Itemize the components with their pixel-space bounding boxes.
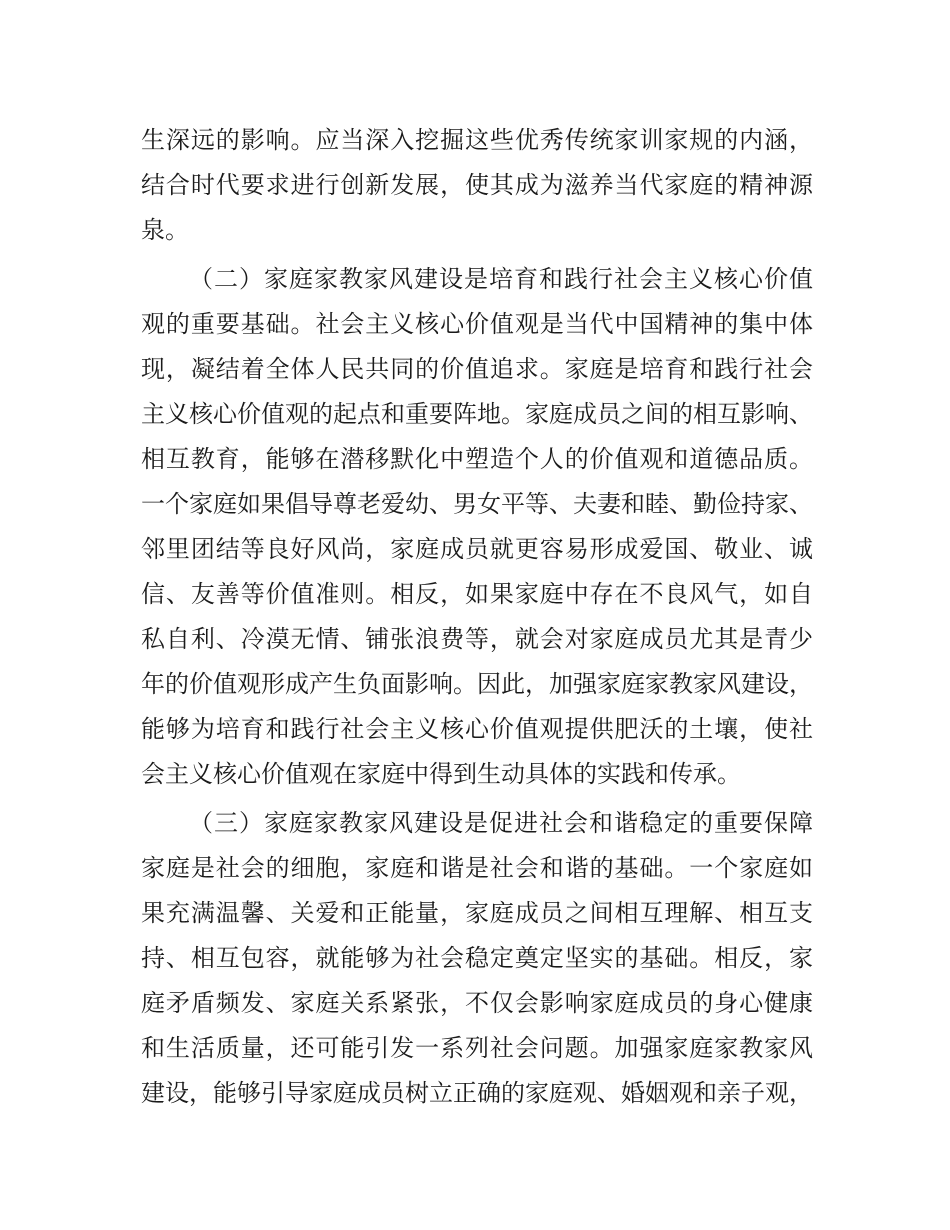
text-line: 结合时代要求进行创新发展，使其成为滋养当代家庭的精神源 [141,171,813,199]
text-line: 能够为培育和践行社会主义核心价值观提供肥沃的土壤，使社 [141,715,813,743]
text-line: 相互教育，能够在潜移默化中塑造个人的价值观和道德品质。 [141,445,813,473]
text-line: 生深远的影响。应当深入挖掘这些优秀传统家训家规的内涵， [141,126,813,154]
text-line: 观的重要基础。社会主义核心价值观是当代中国精神的集中体 [141,310,813,338]
text-line: 家庭是社会的细胞，家庭和谐是社会和谐的基础。一个家庭如 [141,854,813,882]
text-line: 庭矛盾频发、家庭关系紧张，不仅会影响家庭成员的身心健康 [141,989,813,1017]
text-line: 会主义核心价值观在家庭中得到生动具体的实践和传承。 [141,760,741,788]
text-line: 果充满温馨、关爱和正能量，家庭成员之间相互理解、相互支 [141,899,813,927]
text-line: 主义核心价值观的起点和重要阵地。家庭成员之间的相互影响、 [141,400,813,428]
paragraph-3 [141,801,813,1116]
text-line: 邻里团结等良好风尚，家庭成员就更容易形成爱国、敬业、诚 [141,535,813,563]
text-line: 现，凝结着全体人民共同的价值追求。家庭是培育和践行社会 [141,355,813,383]
text-line: 一个家庭如果倡导尊老爱幼、男女平等、夫妻和睦、勤俭持家、 [141,490,813,518]
paragraph-1 [141,118,813,253]
paragraph-2 [141,257,813,797]
text-line: 建设，能够引导家庭成员树立正确的家庭观、婚姻观和亲子观， [141,1079,813,1107]
text-line: 年的价值观形成产生负面影响。因此，加强家庭家教家风建设， [141,670,813,698]
section-heading-line: （二）家庭家教家风建设是培育和践行社会主义核心价值 [189,265,813,293]
text-line: 信、友善等价值准则。相反，如果家庭中存在不良风气，如自 [141,580,813,608]
text-line: 持、相互包容，就能够为社会稳定奠定坚实的基础。相反，家 [141,944,813,972]
text-line: 和生活质量，还可能引发一系列社会问题。加强家庭家教家风 [141,1034,813,1062]
text-line: 泉。 [141,216,189,244]
section-heading-line: （三）家庭家教家风建设是促进社会和谐稳定的重要保障 [189,809,813,837]
text-line: 私自利、冷漠无情、铺张浪费等，就会对家庭成员尤其是青少 [141,625,813,653]
document-body [141,118,813,1120]
